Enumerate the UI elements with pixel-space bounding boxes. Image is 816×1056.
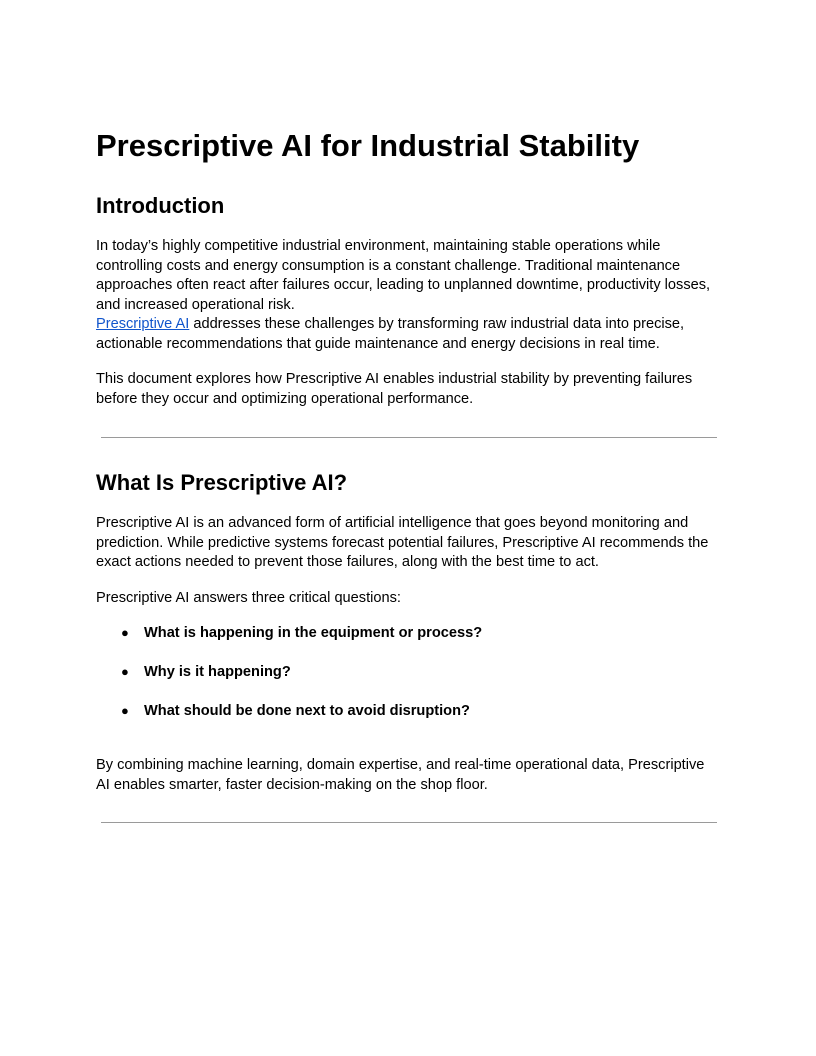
what-is-paragraph-1: Prescriptive AI is an advanced form of artificial intelligence that goes beyond monitoring and prediction. While predictive systems forecast potential failures, Prescriptive AI recommends the exact actions needed to prevent those failures, along with the best time to act. xyxy=(96,515,709,570)
what-is-paragraph-3: By combining machine learning, domain expertise, and real-time operational data, Prescriptive AI enables smarter, faster decision-making on the shop floor. xyxy=(96,757,705,793)
bullet-icon: ● xyxy=(121,703,129,718)
section-divider xyxy=(101,822,717,823)
introduction-heading: Introduction xyxy=(96,193,225,218)
list-item-text: Why is it happening? xyxy=(144,664,291,680)
intro-paragraph-1 xyxy=(96,237,720,354)
document-title: Prescriptive AI for Industrial Stability xyxy=(96,128,640,163)
intro-paragraph-1-text: In today’s highly competitive industrial environment, maintaining stable operations while controlling costs and energy consumption is a constant challenge. Traditional maintenance approaches often react after failures occur, leading to unplanned downtime, productivity losses, and increased operational risk. xyxy=(96,238,711,313)
list-item-text: What is happening in the equipment or process? xyxy=(144,625,483,641)
intro-paragraph-2-text: addresses these challenges by transforming raw industrial data into precise, actionable recommendations that guide maintenance and energy decisions in real time. xyxy=(96,316,685,352)
bullet-icon: ● xyxy=(121,625,129,640)
intro-paragraph-3: This document explores how Prescriptive AI enables industrial stability by preventing failures before they occur and optimizing operational performance. xyxy=(96,371,693,407)
section-divider xyxy=(101,437,717,438)
bullet-icon: ● xyxy=(121,664,129,679)
what-is-paragraph-2: Prescriptive AI answers three critical questions: xyxy=(96,590,401,606)
list-item-text: What should be done next to avoid disruption? xyxy=(144,703,470,719)
prescriptive-ai-link[interactable]: Prescriptive AI xyxy=(96,316,190,332)
what-is-heading: What Is Prescriptive AI? xyxy=(96,470,348,495)
